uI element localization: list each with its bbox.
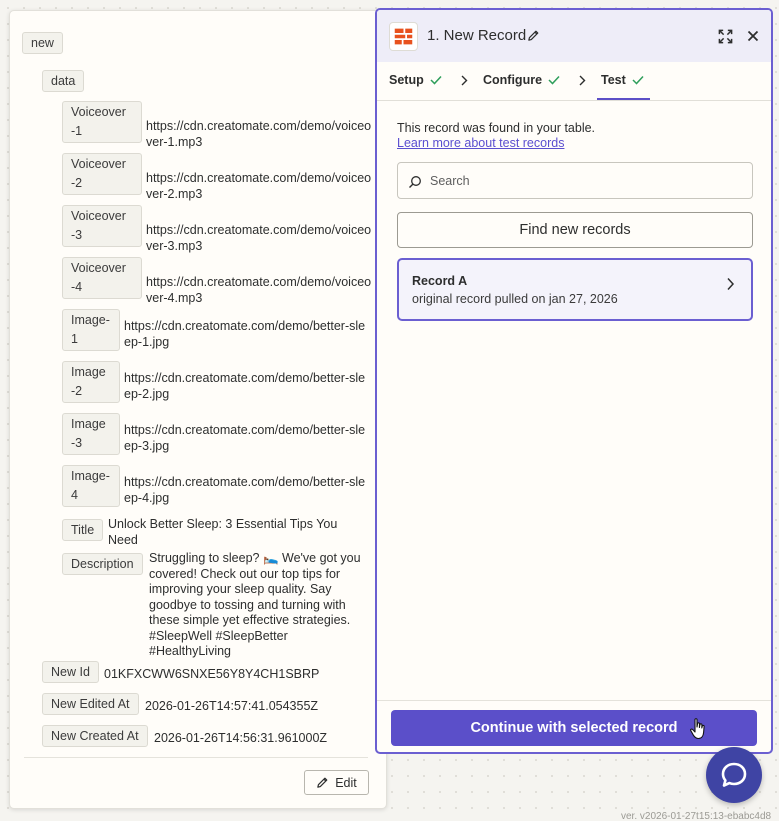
value-new-id: 01KFXCWW6SNXE56Y8Y4CH1SBRP bbox=[104, 667, 320, 681]
chevron-right-icon bbox=[460, 75, 468, 86]
key-image-4: Image- 4 bbox=[62, 465, 120, 507]
record-found-message: This record was found in your table. bbox=[397, 121, 596, 135]
key-voiceover-3: Voiceover -3 bbox=[62, 205, 142, 247]
value-voiceover-1: https://cdn.creatomate.com/demo/voiceover-1.mp3 bbox=[146, 119, 372, 149]
key-voiceover-2: Voiceover -2 bbox=[62, 153, 142, 195]
value-description: Struggling to sleep? 🛌 We've got you covered! Check out our top tips for improving your sleep quality. Say goodbye to tossing and turning with these simple yet effective strategies. #SleepWell #SleepBetter #HealthyLiving bbox=[149, 551, 361, 658]
tab-test[interactable]: Test bbox=[601, 73, 644, 87]
key-image-1: Image- 1 bbox=[62, 309, 120, 351]
value-new-created-at: 2026-01-26T14:56:31.961000Z bbox=[154, 731, 328, 745]
tab-configure[interactable]: Configure bbox=[483, 73, 560, 87]
key-new-id: New Id bbox=[42, 661, 99, 683]
search-input[interactable] bbox=[430, 171, 740, 191]
divider bbox=[24, 757, 368, 758]
key-title: Title bbox=[62, 519, 103, 541]
pencil-icon[interactable] bbox=[527, 29, 540, 42]
value-new-edited-at: 2026-01-26T14:57:41.054355Z bbox=[145, 699, 319, 713]
search-icon bbox=[408, 175, 422, 189]
key-new: new bbox=[22, 32, 63, 54]
step-tabs bbox=[377, 62, 771, 101]
edit-button[interactable] bbox=[304, 770, 369, 795]
key-voiceover-1: Voiceover -1 bbox=[62, 101, 142, 143]
divider bbox=[377, 700, 771, 701]
record-subtitle: original record pulled on jan 27, 2026 bbox=[412, 292, 618, 306]
continue-with-selected-record-button[interactable]: Continue with selected record bbox=[391, 710, 757, 746]
record-name: Record A bbox=[412, 274, 468, 288]
record-option[interactable] bbox=[397, 258, 753, 321]
value-image-2: https://cdn.creatomate.com/demo/better-sleep-2.jpg bbox=[124, 371, 366, 401]
value-image-1: https://cdn.creatomate.com/demo/better-sleep-1.jpg bbox=[124, 319, 366, 349]
key-data: data bbox=[42, 70, 84, 92]
key-new-created-at: New Created At bbox=[42, 725, 148, 747]
key-image-3: Image -3 bbox=[62, 413, 120, 455]
value-voiceover-3: https://cdn.creatomate.com/demo/voiceover-3.mp3 bbox=[146, 223, 372, 253]
key-new-edited-at: New Edited At bbox=[42, 693, 139, 715]
check-icon bbox=[632, 75, 644, 85]
chevron-right-icon bbox=[726, 277, 735, 291]
search-field[interactable] bbox=[397, 162, 753, 199]
edit-pencil-icon bbox=[316, 776, 329, 789]
expand-icon[interactable] bbox=[718, 29, 733, 44]
value-voiceover-2: https://cdn.creatomate.com/demo/voiceover-2.mp3 bbox=[146, 171, 372, 201]
record-data-panel bbox=[9, 10, 387, 809]
value-title: Unlock Better Sleep: 3 Essential Tips You Need bbox=[108, 517, 338, 547]
chat-icon bbox=[720, 761, 748, 789]
chat-support-button[interactable] bbox=[706, 747, 762, 803]
key-image-2: Image -2 bbox=[62, 361, 120, 403]
chevron-right-icon bbox=[578, 75, 586, 86]
tab-setup[interactable]: Setup bbox=[389, 73, 442, 87]
key-description: Description bbox=[62, 553, 143, 575]
edit-button-label: Edit bbox=[335, 775, 357, 790]
check-icon bbox=[430, 75, 442, 85]
table-logo-icon bbox=[389, 22, 418, 51]
close-icon[interactable] bbox=[747, 30, 759, 42]
check-icon bbox=[548, 75, 560, 85]
record-data-scroll-area[interactable] bbox=[10, 11, 386, 757]
step-title[interactable]: 1. New Record bbox=[427, 27, 527, 44]
find-new-records-button[interactable]: Find new records bbox=[397, 212, 753, 248]
active-tab-indicator bbox=[597, 98, 650, 100]
pointer-cursor-icon bbox=[689, 717, 707, 741]
key-voiceover-4: Voiceover -4 bbox=[62, 257, 142, 299]
version-label: ver. v2026-01-27t15:13-ebabc4d8 bbox=[621, 811, 772, 821]
value-voiceover-4: https://cdn.creatomate.com/demo/voiceover-4.mp3 bbox=[146, 275, 372, 305]
step-panel bbox=[375, 8, 773, 754]
learn-more-link[interactable]: Learn more about test records bbox=[397, 136, 565, 150]
step-header bbox=[377, 10, 771, 62]
value-image-4: https://cdn.creatomate.com/demo/better-sleep-4.jpg bbox=[124, 475, 366, 505]
value-image-3: https://cdn.creatomate.com/demo/better-sleep-3.jpg bbox=[124, 423, 366, 453]
